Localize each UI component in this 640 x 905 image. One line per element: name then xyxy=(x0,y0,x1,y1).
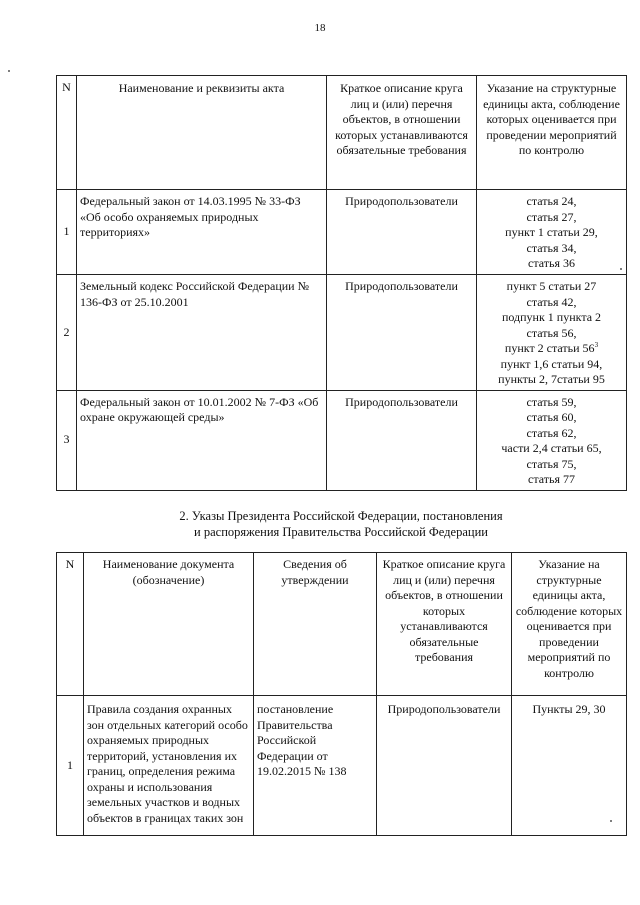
article-item: пункт 5 статьи 27 xyxy=(506,279,597,293)
table-row xyxy=(57,275,627,391)
article-item: статья 60, xyxy=(526,410,577,424)
section-title-line: 2. Указы Президента Российской Федерации, постановления xyxy=(179,509,503,523)
article-item: статья 27, xyxy=(526,209,577,224)
article-item: статья 42, xyxy=(526,294,577,309)
row-number: 1 xyxy=(57,696,84,836)
page-number: 18 xyxy=(314,22,326,34)
article-item: пункты 2, 7статьи 95 xyxy=(498,372,605,386)
table-header-row xyxy=(57,553,627,696)
header-num: N xyxy=(57,553,84,696)
article-item: статья 34, xyxy=(526,240,577,255)
article-item: части 2,4 статьи 65, xyxy=(501,441,602,455)
act-subjects: Природопользователи xyxy=(327,275,477,391)
article-item: статья 75, xyxy=(526,456,577,471)
article-item: статья 24, xyxy=(526,194,577,208)
scan-speck xyxy=(8,70,10,72)
header-approval: Сведения об утверждении xyxy=(254,553,377,696)
act-name: Федеральный закон от 14.03.1995 № 33-ФЗ «Об особо охраняемых природных территориях» xyxy=(77,190,327,275)
act-name: Земельный кодекс Российской Федерации № 136-ФЗ от 25.10.2001 xyxy=(77,275,327,391)
header-document-name: Наименование документа (обозначение) xyxy=(84,553,254,696)
document-approval: постановление Правительства Российской Федерации от 19.02.2015 № 138 xyxy=(254,696,377,836)
scan-speck xyxy=(610,820,612,822)
row-number: 3 xyxy=(57,390,77,490)
article-item: статья 59, xyxy=(526,394,577,409)
article-item: пункт 1,6 статьи 94, xyxy=(500,356,603,371)
header-structural-units: Указание на структурные единицы акта, соблюдение которых оценивается при проведении мероприятий по контролю xyxy=(512,553,627,696)
document-subjects: Природопользователи xyxy=(377,696,512,836)
article-item: пункт 1 статьи 29, xyxy=(505,225,598,239)
act-articles xyxy=(477,190,627,275)
act-subjects: Природопользователи xyxy=(327,390,477,490)
article-item: статья 62, xyxy=(526,425,577,440)
act-articles xyxy=(477,275,627,391)
document-articles: Пункты 29, 30 xyxy=(512,696,627,836)
header-structural-units: Указание на структурные единицы акта, соблюдение которых оценивается при проведении мероприятий по контролю xyxy=(477,76,627,190)
act-subjects: Природопользователи xyxy=(327,190,477,275)
table-row xyxy=(57,696,627,836)
article-item: статья 36 xyxy=(528,256,575,270)
table-row xyxy=(57,390,627,490)
header-act-name: Наименование и реквизиты акта xyxy=(77,76,327,190)
article-item xyxy=(480,341,623,357)
scan-speck xyxy=(620,268,622,270)
document-name: Правила создания охранных зон отдельных категорий особо охраняемых природных территорий, установления их границ, определения режима охраны и использования земельных участков и водных объектов в границах таких зон xyxy=(84,696,254,836)
row-number: 1 xyxy=(57,190,77,275)
article-item: статья 56, xyxy=(526,325,577,340)
header-subjects: Краткое описание круга лиц и (или) перечня объектов, в отношении которых устанавливаются обязательные требования xyxy=(377,553,512,696)
decrees-table xyxy=(56,552,627,836)
article-superscript: 3 xyxy=(594,341,599,349)
article-item: статья 77 xyxy=(528,472,575,486)
table-row xyxy=(57,190,627,275)
act-articles xyxy=(477,390,627,490)
header-subjects: Краткое описание круга лиц и (или) перечня объектов, в отношении которых устанавливаются обязательные требования xyxy=(327,76,477,190)
article-text: пункт 2 статьи 56 xyxy=(504,341,595,355)
acts-table xyxy=(56,75,627,491)
act-name: Федеральный закон от 10.01.2002 № 7-ФЗ «Об охране окружающей среды» xyxy=(77,390,327,490)
section-title xyxy=(56,508,626,540)
table-header-row xyxy=(57,76,627,190)
header-num: N xyxy=(57,76,77,190)
row-number: 2 xyxy=(57,275,77,391)
section-title-line: и распоряжения Правительства Российской Федерации xyxy=(194,525,488,539)
article-item: подпунк 1 пункта 2 xyxy=(501,310,602,324)
